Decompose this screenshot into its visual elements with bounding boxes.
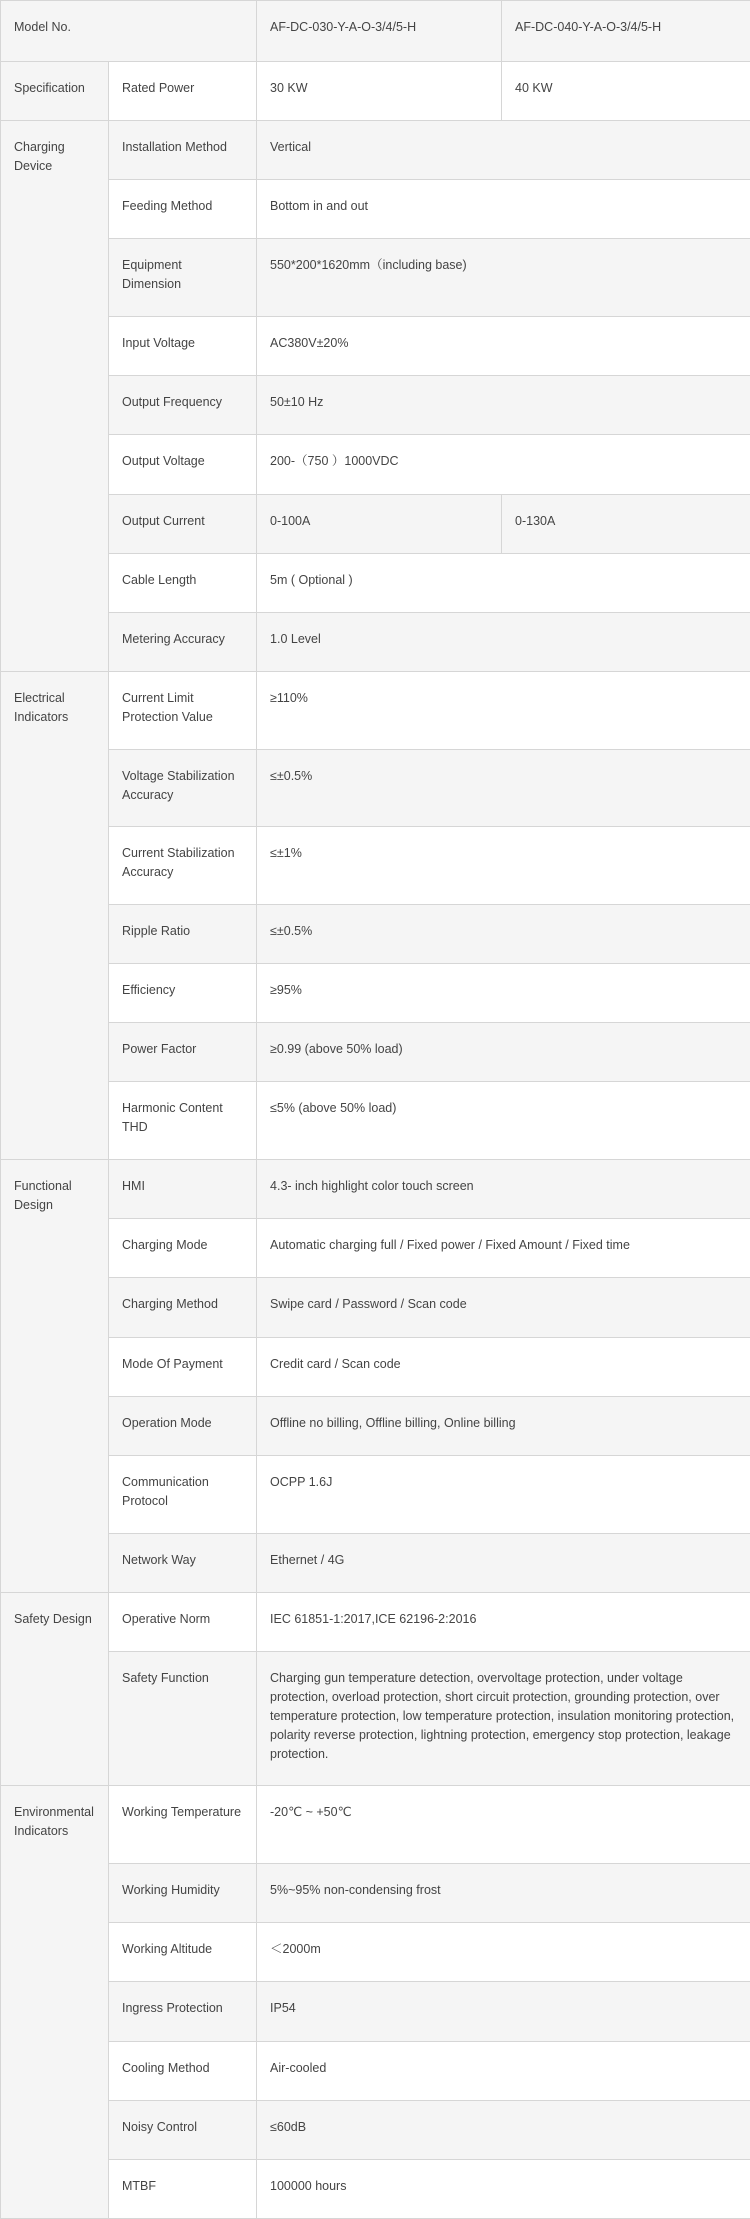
row-value: ≤±0.5%	[257, 750, 750, 827]
spec-row	[1, 554, 750, 613]
row-value: ≤60dB	[257, 2101, 750, 2160]
spec-row	[1, 1082, 750, 1160]
spec-row	[1, 2160, 750, 2219]
row-label: Output Current	[109, 495, 257, 554]
spec-row	[1, 1652, 750, 1786]
row-value: Swipe card / Password / Scan code	[257, 1278, 750, 1338]
row-value-a: 0-100A	[257, 495, 502, 554]
row-value: Charging gun temperature detection, overvoltage protection, under voltage protection, overload protection, short circuit protection, grounding protection, over temperature protection, low temperature protection, insulation monitoring protection, polarity reverse protection, lightning protection, emergency stop protection, leakage protection.	[257, 1652, 750, 1786]
row-label: Output Frequency	[109, 376, 257, 435]
row-value: Automatic charging full / Fixed power / Fixed Amount / Fixed time	[257, 1219, 750, 1278]
row-value: OCPP 1.6J	[257, 1456, 750, 1534]
model-label: Model No.	[1, 1, 257, 62]
spec-row	[1, 1278, 750, 1338]
group-functional-design: Functional Design	[1, 1160, 109, 1593]
row-label: Cable Length	[109, 554, 257, 613]
row-value: 4.3- inch highlight color touch screen	[257, 1160, 750, 1219]
row-label: Working Altitude	[109, 1923, 257, 1982]
row-label: Power Factor	[109, 1023, 257, 1082]
spec-row	[1, 613, 750, 672]
row-label: Installation Method	[109, 121, 257, 180]
row-label: Communication Protocol	[109, 1456, 257, 1534]
row-value-b: 40 KW	[502, 62, 750, 121]
model-row	[1, 1, 750, 62]
row-value: AC380V±20%	[257, 317, 750, 376]
spec-row	[1, 1534, 750, 1593]
spec-row	[1, 1593, 750, 1652]
row-value: 200-（750 ）1000VDC	[257, 435, 750, 495]
spec-row	[1, 1786, 750, 1864]
row-label: Mode Of Payment	[109, 1338, 257, 1397]
spec-row	[1, 827, 750, 905]
row-label: Working Temperature	[109, 1786, 257, 1864]
row-label: Ingress Protection	[109, 1982, 257, 2042]
row-value: IP54	[257, 1982, 750, 2042]
spec-row	[1, 180, 750, 239]
row-value: 1.0 Level	[257, 613, 750, 672]
row-label: Operation Mode	[109, 1397, 257, 1456]
row-label: Charging Method	[109, 1278, 257, 1338]
group-electrical-indicators: Electrical Indicators	[1, 672, 109, 1160]
spec-row	[1, 750, 750, 827]
model-a: AF-DC-030-Y-A-O-3/4/5-H	[257, 1, 502, 62]
row-value: -20℃ ~ +50℃	[257, 1786, 750, 1864]
group-specification: Specification	[1, 62, 109, 121]
spec-row-rated-power	[1, 62, 750, 121]
row-label: Cooling Method	[109, 2042, 257, 2101]
spec-row	[1, 1982, 750, 2042]
row-label: Voltage Stabilization Accuracy	[109, 750, 257, 827]
spec-row	[1, 435, 750, 495]
row-value: ≥0.99 (above 50% load)	[257, 1023, 750, 1082]
row-label: HMI	[109, 1160, 257, 1219]
row-value: ≤±0.5%	[257, 905, 750, 964]
row-value: 50±10 Hz	[257, 376, 750, 435]
spec-row	[1, 376, 750, 435]
row-value: Credit card / Scan code	[257, 1338, 750, 1397]
row-value: 100000 hours	[257, 2160, 750, 2219]
row-label: Efficiency	[109, 964, 257, 1023]
row-value: ≤5% (above 50% load)	[257, 1082, 750, 1160]
spec-row	[1, 1023, 750, 1082]
row-label: Rated Power	[109, 62, 257, 121]
row-label: Metering Accuracy	[109, 613, 257, 672]
spec-row	[1, 964, 750, 1023]
row-value: 5m ( Optional )	[257, 554, 750, 613]
row-value: IEC 61851-1:2017,ICE 62196-2:2016	[257, 1593, 750, 1652]
row-value: Offline no billing, Offline billing, Online billing	[257, 1397, 750, 1456]
spec-row	[1, 495, 750, 554]
row-value: 550*200*1620mm（including base)	[257, 239, 750, 317]
row-value: ＜2000m	[257, 1923, 750, 1982]
spec-row	[1, 1397, 750, 1456]
row-value-a: 30 KW	[257, 62, 502, 121]
row-value: ≥95%	[257, 964, 750, 1023]
row-label: Output Voltage	[109, 435, 257, 495]
spec-row	[1, 1456, 750, 1534]
group-charging-device: Charging Device	[1, 121, 109, 672]
spec-row	[1, 1864, 750, 1923]
group-environmental-indicators: Environmental Indicators	[1, 1786, 109, 2219]
spec-row	[1, 239, 750, 317]
row-label: Feeding Method	[109, 180, 257, 239]
row-value: 5%~95% non-condensing frost	[257, 1864, 750, 1923]
spec-row	[1, 1219, 750, 1278]
row-value: Ethernet / 4G	[257, 1534, 750, 1593]
spec-row	[1, 672, 750, 750]
row-value-b: 0-130A	[502, 495, 750, 554]
row-label: Network Way	[109, 1534, 257, 1593]
row-label: Current Limit Protection Value	[109, 672, 257, 750]
row-label: Charging Mode	[109, 1219, 257, 1278]
spec-row	[1, 121, 750, 180]
row-label: Safety Function	[109, 1652, 257, 1786]
row-value: Vertical	[257, 121, 750, 180]
row-value: ≥110%	[257, 672, 750, 750]
row-label: Equipment Dimension	[109, 239, 257, 317]
row-label: Noisy Control	[109, 2101, 257, 2160]
spec-row	[1, 2042, 750, 2101]
spec-row	[1, 2101, 750, 2160]
spec-row	[1, 905, 750, 964]
model-b: AF-DC-040-Y-A-O-3/4/5-H	[502, 1, 750, 62]
row-label: Ripple Ratio	[109, 905, 257, 964]
row-value: ≤±1%	[257, 827, 750, 905]
spec-row	[1, 1338, 750, 1397]
group-safety-design: Safety Design	[1, 1593, 109, 1786]
row-label: Harmonic Content THD	[109, 1082, 257, 1160]
row-label: Input Voltage	[109, 317, 257, 376]
spec-row	[1, 317, 750, 376]
row-label: Operative Norm	[109, 1593, 257, 1652]
row-label: MTBF	[109, 2160, 257, 2219]
row-value: Air-cooled	[257, 2042, 750, 2101]
spec-row	[1, 1923, 750, 1982]
row-value: Bottom in and out	[257, 180, 750, 239]
row-label: Current Stabilization Accuracy	[109, 827, 257, 905]
row-label: Working Humidity	[109, 1864, 257, 1923]
spec-row	[1, 1160, 750, 1219]
